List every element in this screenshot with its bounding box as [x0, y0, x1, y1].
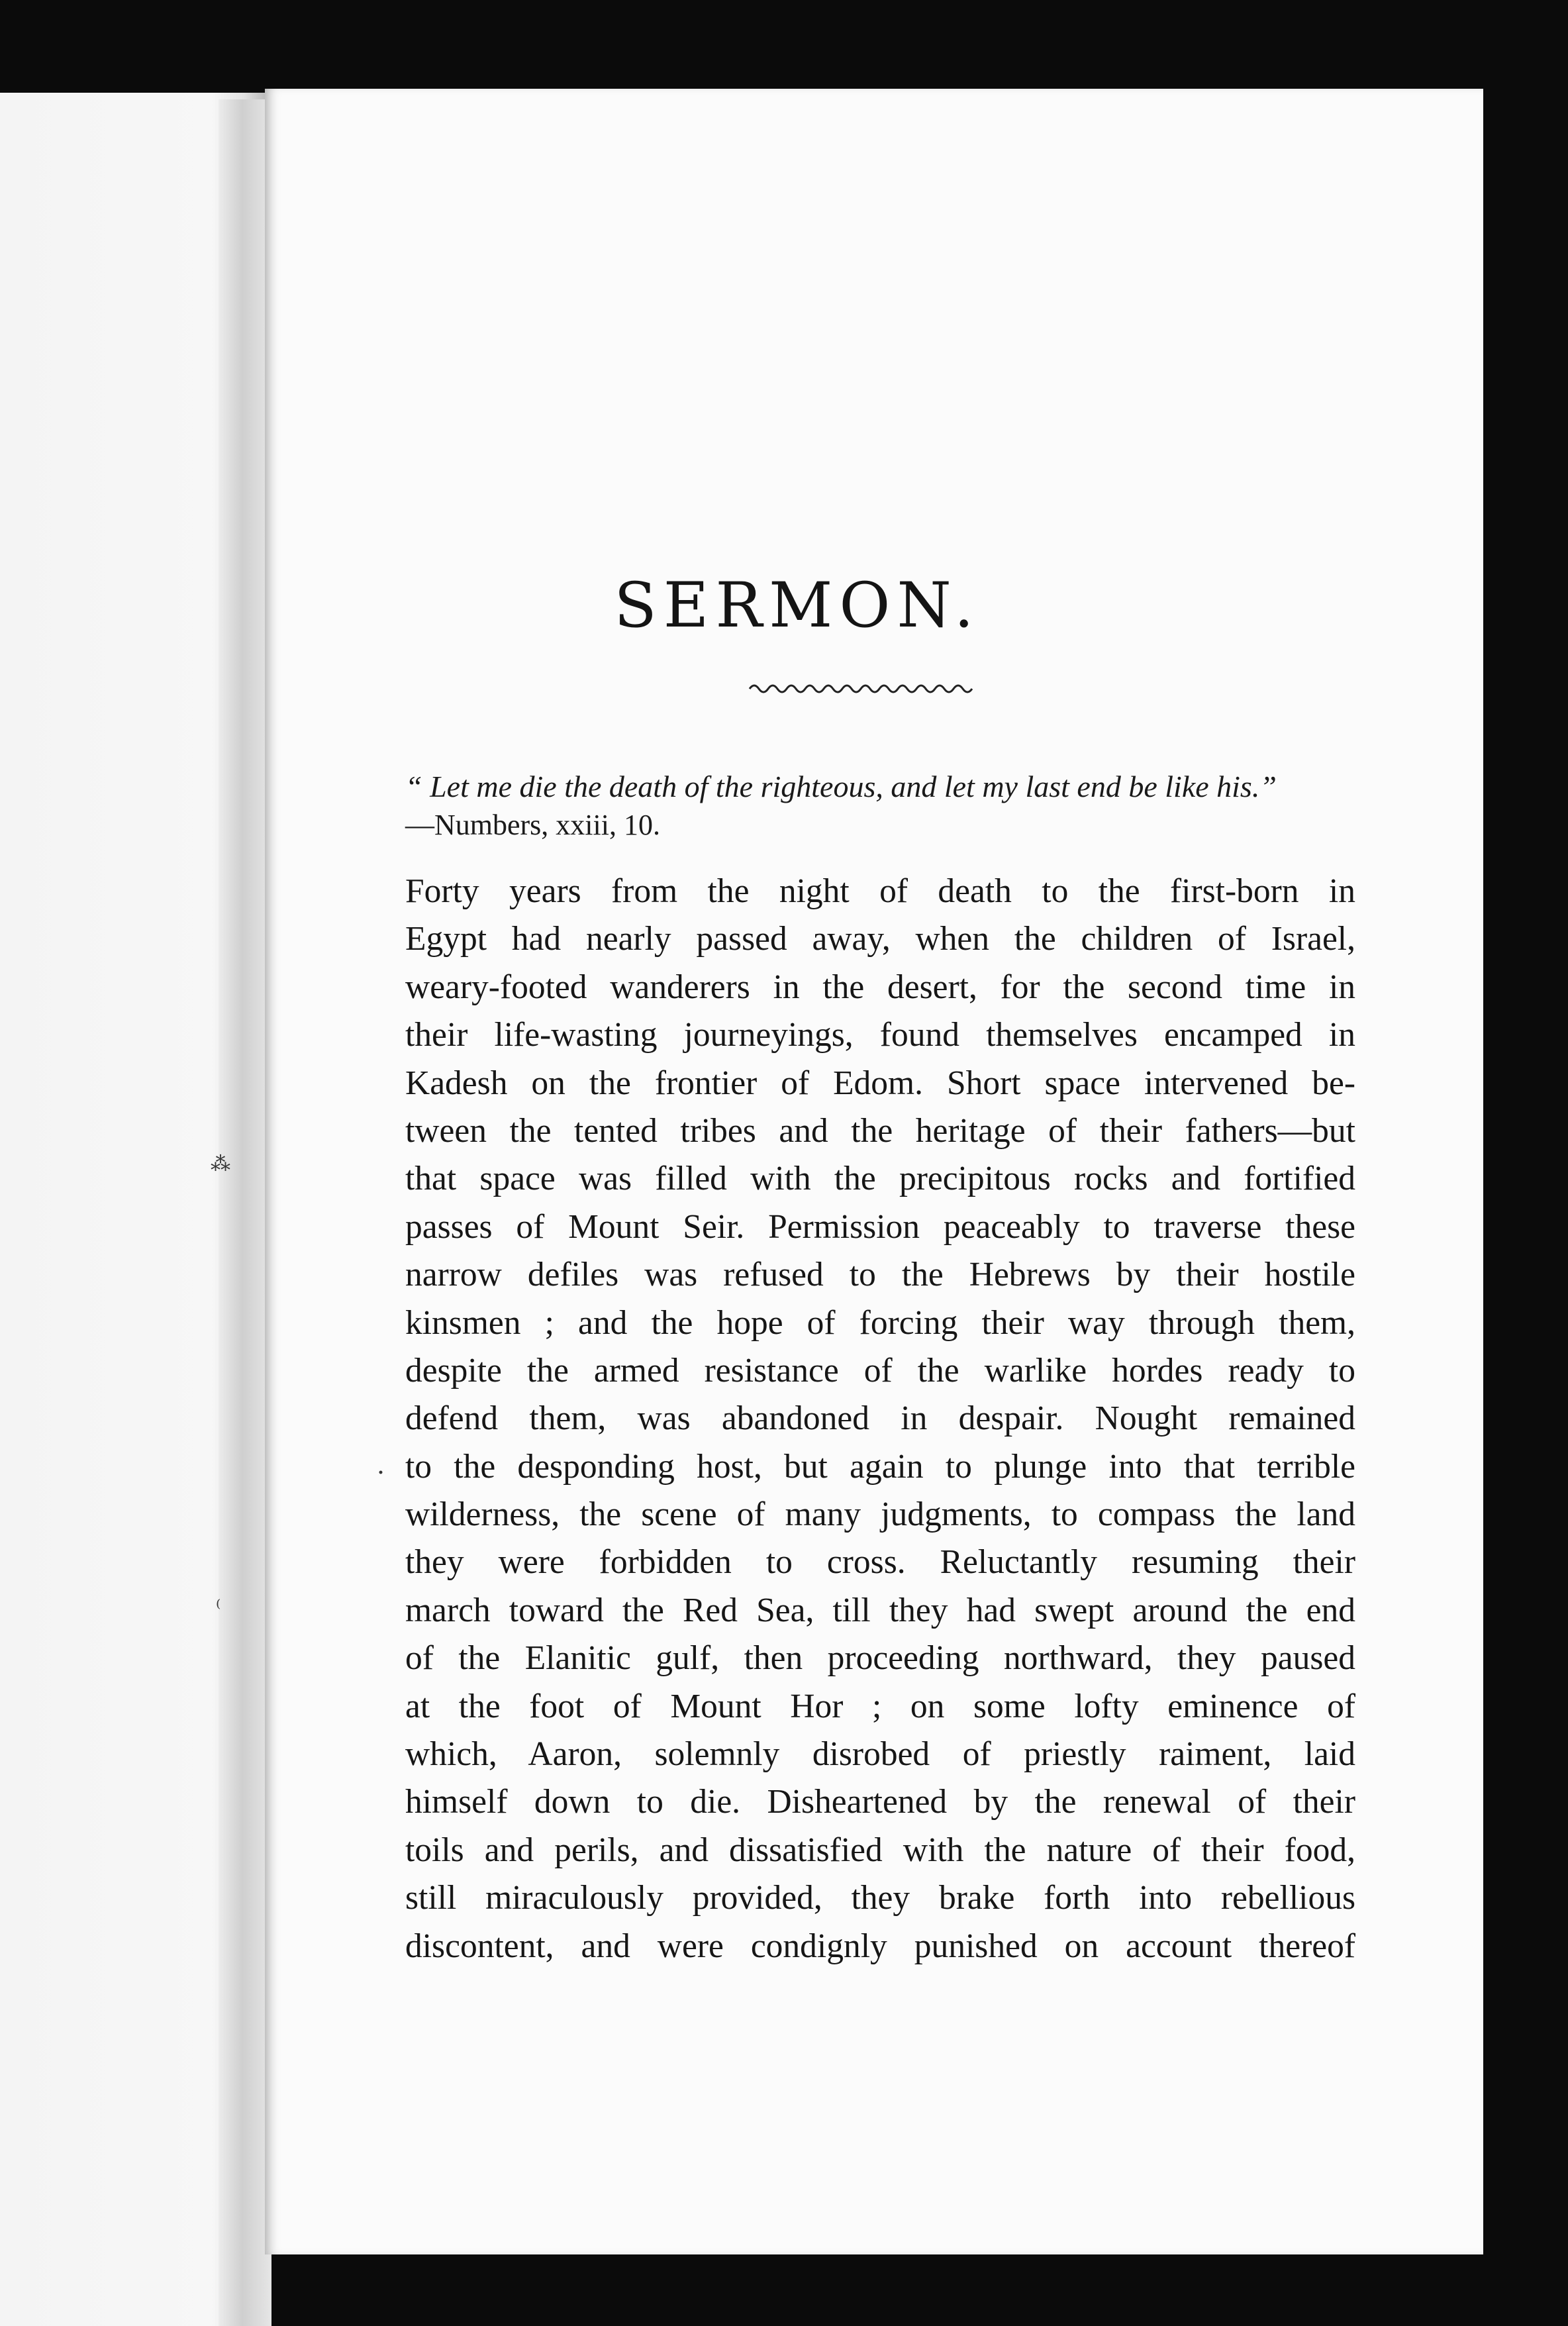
text-line: still miraculously provided, they brake forth into rebellious — [405, 1879, 1355, 1917]
text-line: discontent, and were condignly punished on account thereof — [405, 1927, 1355, 1965]
text-line: Kadesh on the frontier of Edom. Short space intervened be- — [405, 1064, 1355, 1102]
text-line: weary-footed wanderers in the desert, for the second time in — [405, 968, 1355, 1006]
epigraph-quote: “ Let me die the death of the righteous, and let my last end be like his.” — [405, 770, 1277, 803]
book-gutter — [219, 99, 271, 2326]
margin-speck: ⁂ — [211, 1153, 230, 1175]
margin-speck: ⁽ — [216, 1597, 221, 1619]
text-line: march toward the Red Sea, till they had swept around the end — [405, 1591, 1355, 1629]
text-line: wilderness, the scene of many judgments, to compass the land — [405, 1495, 1355, 1534]
body-text — [405, 868, 1355, 1970]
text-line: toils and perils, and dissatisfied with the nature of their food, — [405, 1831, 1355, 1869]
text-line: tween the tented tribes and the heritage of their fathers—but — [405, 1111, 1355, 1150]
text-line: they were forbidden to cross. Reluctantly resuming their — [405, 1543, 1355, 1582]
text-line: at the foot of Mount Hor ; on some lofty eminence of — [405, 1687, 1355, 1725]
text-line: Forty years from the night of death to the first-born in — [405, 872, 1355, 910]
text-line: himself down to die. Disheartened by the renewal of their — [405, 1783, 1355, 1821]
text-line: kinsmen ; and the hope of forcing their way through them, — [405, 1303, 1355, 1342]
text-line: of the Elanitic gulf, then proceeding northward, they paused — [405, 1639, 1355, 1678]
text-line: despite the armed resistance of the warlike hordes ready to — [405, 1351, 1355, 1390]
text-line: passes of Mount Seir. Permission peaceably to traverse these — [405, 1207, 1355, 1246]
epigraph-source: —Numbers, xxiii, 10. — [405, 809, 660, 841]
text-line: Egypt had nearly passed away, when the children of Israel, — [405, 920, 1355, 958]
text-line: that space was filled with the precipitous rocks and fortified — [405, 1160, 1355, 1198]
text-line: which, Aaron, solemnly disrobed of priestly raiment, laid — [405, 1735, 1355, 1774]
text-line: narrow defiles was refused to the Hebrews by their hostile — [405, 1256, 1355, 1294]
margin-speck: · — [376, 1458, 385, 1488]
text-line: their life-wasting journeyings, found themselves encamped in — [405, 1016, 1355, 1054]
epigraph — [405, 768, 1365, 844]
wavy-rule-ornament — [748, 678, 973, 698]
text-line: to the desponding host, but again to plunge into that terrible — [405, 1447, 1355, 1486]
text-line: defend them, was abandoned in despair. Nought remained — [405, 1399, 1355, 1438]
page-title: SERMON. — [614, 570, 981, 642]
